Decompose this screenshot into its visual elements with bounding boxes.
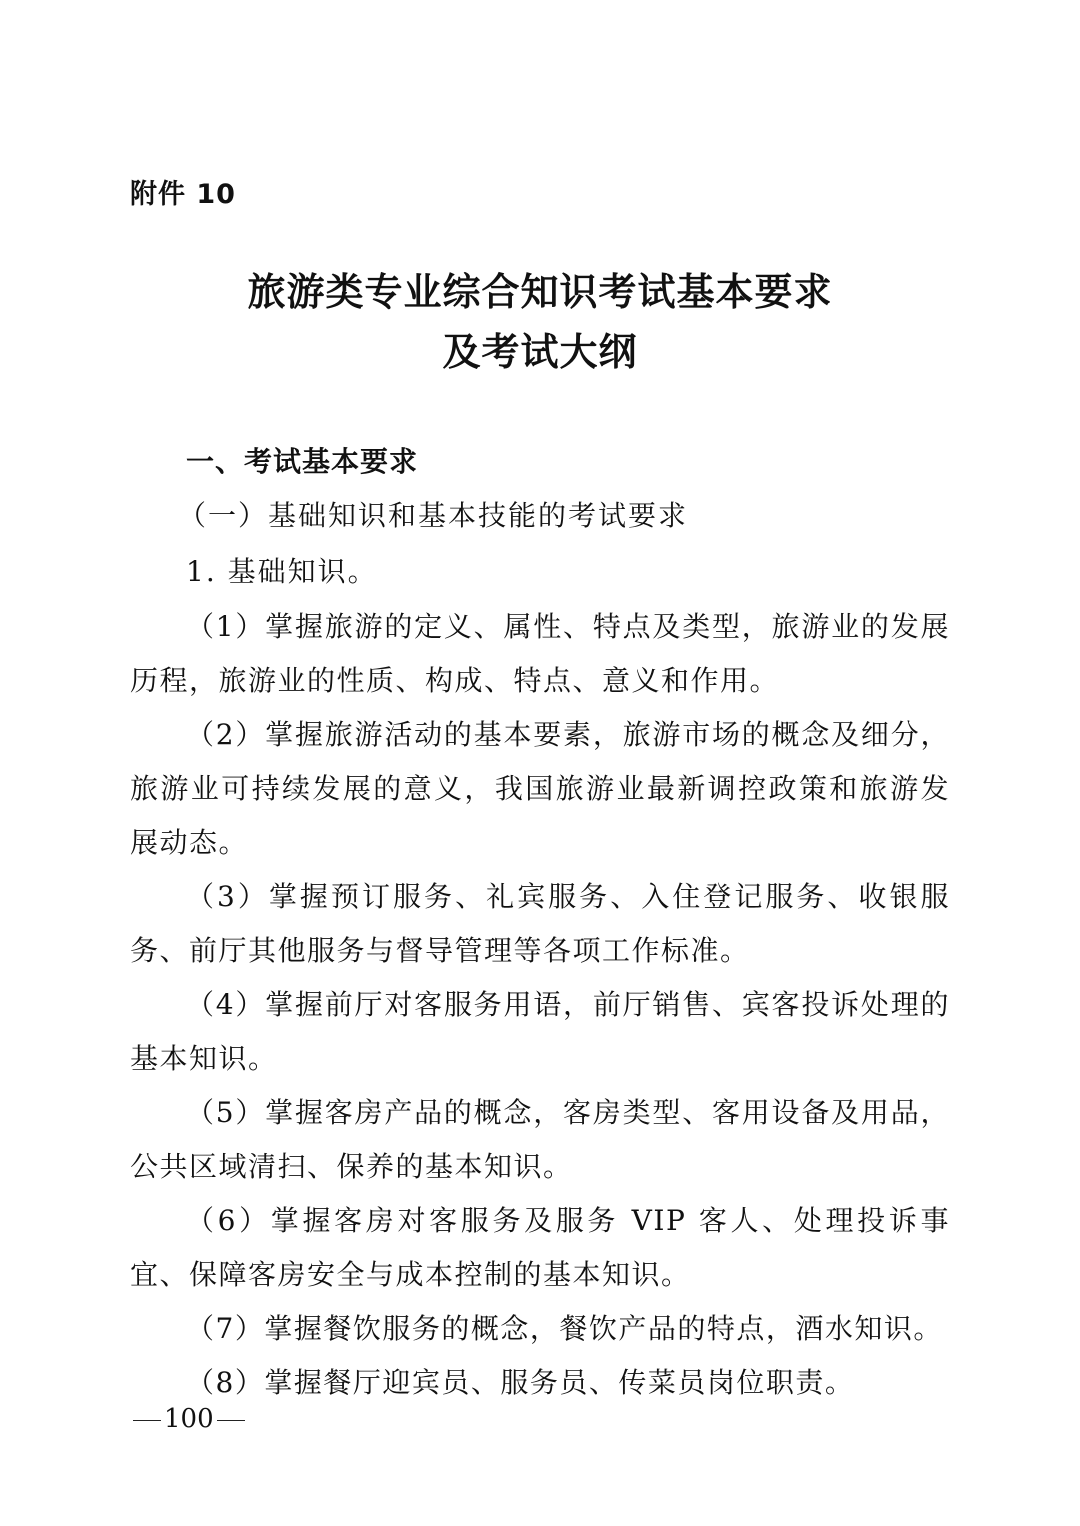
page-number-dash-right — [217, 1420, 245, 1421]
subsection-heading: （一）基础知识和基本技能的考试要求 — [178, 499, 689, 532]
page-number-value: 100 — [164, 1404, 214, 1434]
attachment-label: 附件 10 — [130, 179, 236, 210]
paragraph-5: （5）掌握客房产品的概念，客房类型、客用设备及用品，公共区域清扫、保养的基本知识。 — [130, 1096, 950, 1183]
page-number-dash-left — [133, 1420, 161, 1421]
paragraph-6: （6）掌握客房对客服务及服务 VIP 客人、处理投诉事宜、保障客房安全与成本控制的基本知识。 — [130, 1204, 950, 1291]
paragraph-7: （7）掌握餐饮服务的概念，餐饮产品的特点，酒水知识。 — [186, 1312, 943, 1345]
document-title-line-1: 旅游类专业综合知识考试基本要求 — [247, 269, 833, 314]
paragraph-4: （4）掌握前厅对客服务用语，前厅销售、宾客投诉处理的基本知识。 — [130, 988, 950, 1075]
body-text — [130, 600, 950, 1410]
item-heading: 1. 基础知识。 — [186, 555, 378, 588]
page-number — [130, 1404, 248, 1434]
paragraph-3: （3）掌握预订服务、礼宾服务、入住登记服务、收银服务、前厅其他服务与督导管理等各项工作标准。 — [130, 880, 950, 967]
section-heading: 一、考试基本要求 — [186, 445, 419, 478]
document-title-line-2: 及考试大纲 — [442, 329, 638, 374]
paragraph-8: （8）掌握餐厅迎宾员、服务员、传菜员岗位职责。 — [186, 1366, 855, 1399]
paragraph-1: （1）掌握旅游的定义、属性、特点及类型，旅游业的发展历程，旅游业的性质、构成、特点、意义和作用。 — [130, 610, 950, 697]
paragraph-2: （2）掌握旅游活动的基本要素，旅游市场的概念及细分，旅游业可持续发展的意义，我国旅游业最新调控政策和旅游发展动态。 — [130, 718, 950, 859]
